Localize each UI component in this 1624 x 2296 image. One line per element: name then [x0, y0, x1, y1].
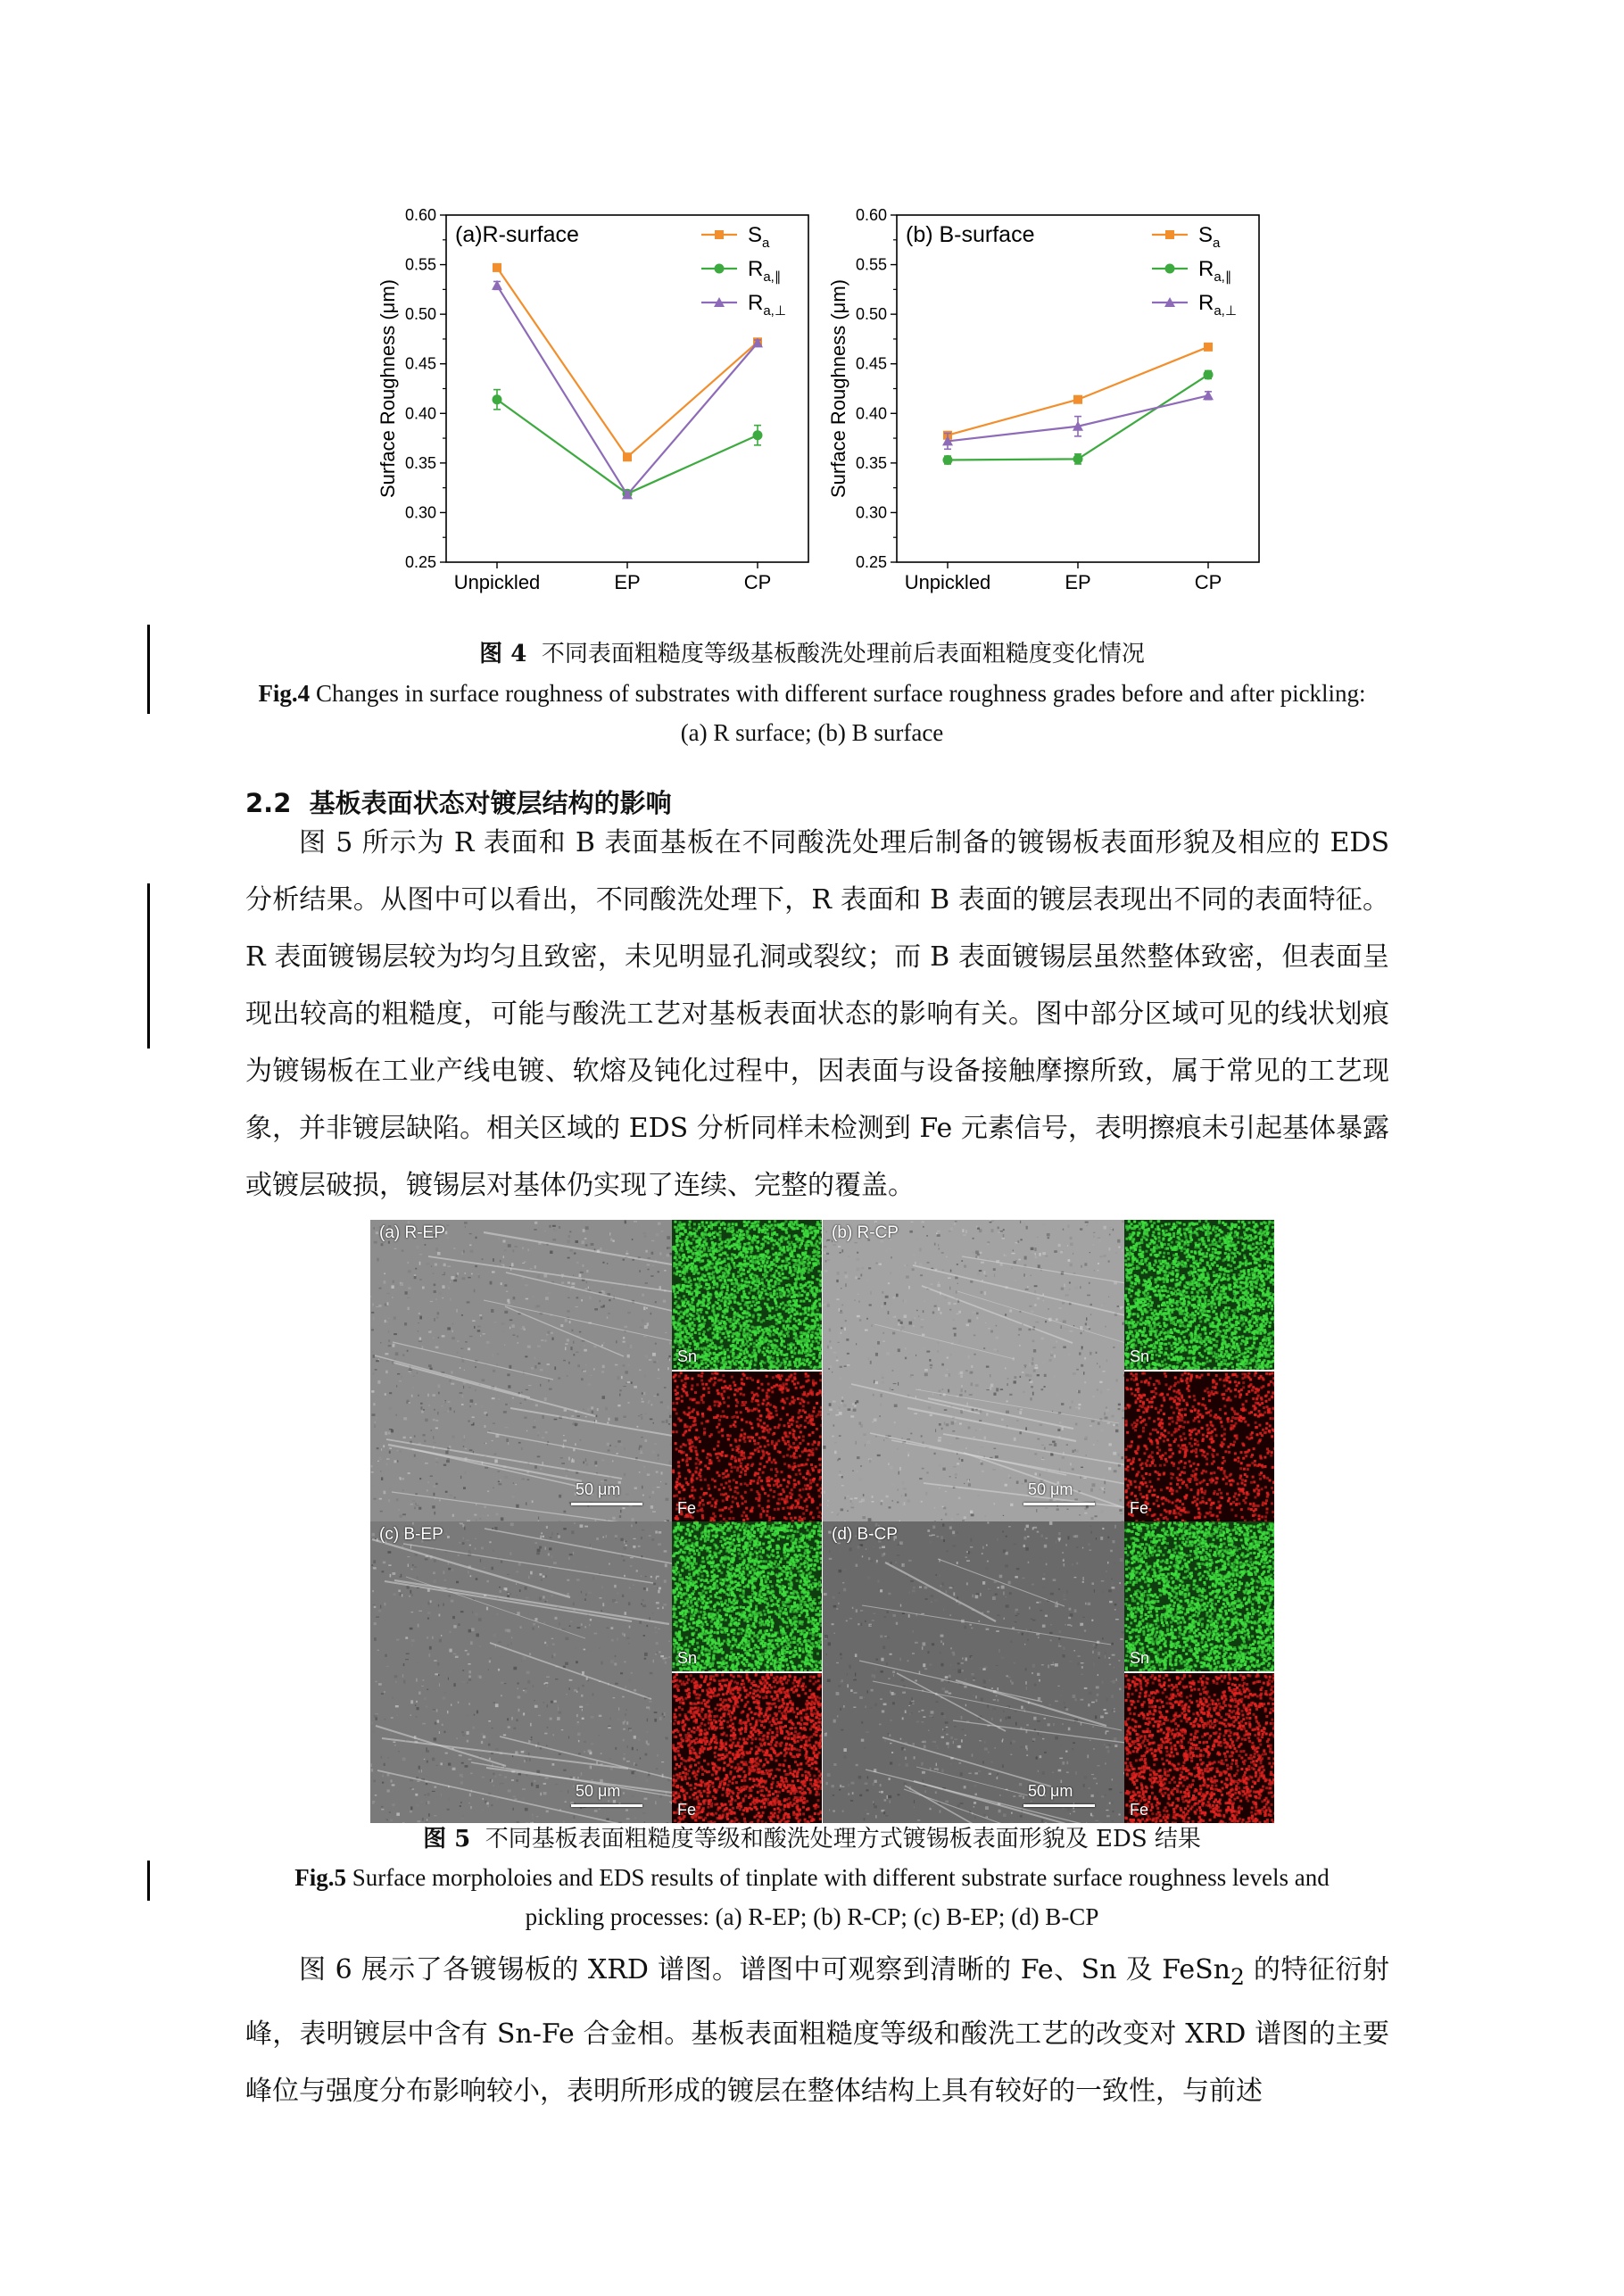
chart-r-surface-svg [375, 201, 839, 611]
chart-b-surface-svg [825, 201, 1289, 611]
paragraph-2 [245, 1942, 1389, 2120]
scale-bar [1023, 1503, 1095, 1505]
scale-bar [1023, 1804, 1095, 1807]
eds-map-fe-label: Fe [1130, 1499, 1148, 1518]
y-tick-label: 0.30 [405, 503, 436, 521]
eds-map-sn [1124, 1521, 1274, 1671]
data-point [1073, 395, 1082, 404]
fig5-caption-en-line2: pickling processes: (a) R-EP; (b) R-CP; (c) B-EP; (d) B-CP [526, 1903, 1099, 1930]
sem-image [823, 1521, 1124, 1823]
legend-entry: $R_{a,\perp}$ [1198, 291, 1237, 319]
x-tick-label: EP [614, 571, 640, 593]
sem-image [370, 1521, 672, 1823]
fig4-caption-en-line2: (a) R surface; (b) B surface [681, 719, 944, 746]
scale-bar [571, 1804, 642, 1807]
eds-map-sn-label: Sn [1130, 1649, 1149, 1668]
chart-b-surface [825, 201, 1289, 611]
y-tick-label: 0.55 [856, 256, 887, 274]
fig4-caption-zh-text: 不同表面粗糙度等级基板酸洗处理前后表面粗糙度变化情况 [542, 641, 1145, 667]
fig5-caption-zh [0, 1820, 1624, 1853]
data-point [1203, 390, 1214, 400]
y-tick-label: 0.60 [856, 206, 887, 224]
panel-title: (b) B-surface [906, 222, 1034, 247]
data-point [492, 280, 502, 290]
y-tick-label: 0.40 [856, 404, 887, 422]
eds-map-fe [1124, 1673, 1274, 1823]
y-tick-label: 0.35 [856, 454, 887, 472]
legend-marker [715, 230, 724, 239]
eds-map-fe-label: Fe [1130, 1801, 1148, 1819]
fig4-caption-en [0, 674, 1624, 752]
legend-marker [715, 264, 725, 274]
data-point [1204, 369, 1214, 379]
scale-bar [571, 1503, 642, 1505]
legend-entry: $S_a$ [1198, 223, 1221, 251]
fig4-caption-en-line1: Changes in surface roughness of substrates with different surface roughness grades before and after pickling: [316, 680, 1366, 707]
section-number: 2.2 [245, 788, 291, 818]
paragraph-2-part-b: 的特征衍射峰，表明镀层中含有 Sn-Fe 合金相。基板表面粗糙度等级和酸洗工艺的改变对 XRD 谱图的主要峰位与强度分布影响较小，表明所形成的镀层在整体结构上具有较好的一致性，与前述 [245, 1954, 1389, 2107]
data-point [623, 452, 632, 461]
section-title: 基板表面状态对镀层结构的影响 [310, 788, 672, 818]
eds-map-sn-label: Sn [1130, 1347, 1149, 1366]
scale-bar-label: 50 μm [1028, 1782, 1073, 1801]
legend-entry: $R_{a,\parallel}$ [1198, 257, 1231, 285]
eds-map-fe [672, 1673, 822, 1823]
y-tick-label: 0.45 [856, 355, 887, 373]
fig5-panel [823, 1220, 1274, 1521]
chart-r-surface [375, 201, 839, 611]
y-tick-label: 0.25 [856, 553, 887, 571]
series-line [497, 286, 758, 495]
data-point [493, 263, 501, 272]
eds-map-sn-label: Sn [677, 1649, 697, 1668]
fig5-caption-en [0, 1858, 1624, 1936]
legend-marker [1165, 264, 1175, 274]
data-point [1204, 343, 1213, 352]
legend-entry: $S_a$ [748, 223, 770, 251]
data-point [753, 430, 763, 440]
y-tick-label: 0.30 [856, 503, 887, 521]
y-tick-label: 0.50 [405, 305, 436, 323]
scale-bar-label: 50 μm [576, 1480, 620, 1499]
fig5-caption-en-line1: Surface morpholoies and EDS results of tinplate with different substrate surface roughness levels and [352, 1864, 1330, 1891]
x-tick-label: EP [1065, 571, 1090, 593]
sem-image [823, 1220, 1124, 1521]
eds-map-sn [672, 1521, 822, 1671]
x-tick-label: CP [744, 571, 772, 593]
sem-panel-label: (b) R-CP [832, 1223, 899, 1243]
sem-panel-label: (c) B-EP [379, 1525, 443, 1545]
eds-map-sn [1124, 1220, 1274, 1370]
data-point [943, 455, 953, 465]
revision-bar-para1 [147, 883, 150, 1049]
legend-entry: $R_{a,\perp}$ [748, 291, 786, 319]
fig4-caption-zh-label: 图 4 [479, 641, 526, 667]
fig5-panel [823, 1521, 1274, 1823]
fig5-panel [370, 1220, 822, 1521]
fig5-caption-zh-label: 图 5 [423, 1826, 470, 1853]
panel-title: (a)R-surface [455, 222, 579, 247]
data-point [493, 394, 502, 404]
fig4-caption-en-label: Fig.4 [258, 680, 310, 707]
fig5-caption-zh-text: 不同基板表面粗糙度等级和酸洗处理方式镀锡板表面形貌及 EDS 结果 [485, 1826, 1201, 1853]
y-tick-label: 0.25 [405, 553, 436, 571]
y-tick-label: 0.60 [405, 206, 436, 224]
x-tick-label: Unpickled [905, 571, 991, 593]
eds-map-fe [1124, 1372, 1274, 1521]
y-axis-label: Surface Roughness (μm) [377, 279, 399, 498]
eds-map-fe [672, 1372, 822, 1521]
eds-map-sn-label: Sn [677, 1347, 697, 1366]
y-tick-label: 0.40 [405, 404, 436, 422]
sem-panel-label: (d) B-CP [832, 1525, 898, 1545]
x-tick-label: Unpickled [454, 571, 541, 593]
legend-entry: $R_{a,\parallel}$ [748, 257, 781, 285]
paragraph-1: 图 5 所示为 R 表面和 B 表面基板在不同酸洗处理后制备的镀锡板表面形貌及相应的 EDS 分析结果。从图中可以看出，不同酸洗处理下，R 表面和 B 表面的镀层表现出不同的表面特征。R 表面镀锡层较为均匀且致密，未见明显孔洞或裂纹；而 B 表面镀锡层虽然整体致密，但表面呈现出较高的粗糙度，可能与酸洗工艺对基板表面状态的影响有关。图中部分区域可见的线状划痕为镀锡板在工业产线电镀、软熔及钝化过程中，因表面与设备接触摩擦所致，属于常见的工艺现象，并非镀层缺陷。相关区域的 EDS 分析同样未检测到 Fe 元素信号，表明擦痕未引起基体暴露或镀层破损，镀锡层对基体仍实现了连续、完整的覆盖。 [245, 815, 1389, 1214]
fig5-panel [370, 1521, 822, 1823]
fig5-caption-en-label: Fig.5 [294, 1864, 346, 1891]
legend-marker [1165, 230, 1174, 239]
scale-bar-label: 50 μm [1028, 1480, 1073, 1499]
y-tick-label: 0.45 [405, 355, 436, 373]
y-tick-label: 0.35 [405, 454, 436, 472]
data-point [1073, 454, 1083, 464]
fig4-caption-zh [0, 635, 1624, 668]
eds-map-fe-label: Fe [677, 1499, 696, 1518]
series-line [497, 400, 758, 494]
eds-map-fe-label: Fe [677, 1801, 696, 1819]
eds-map-sn [672, 1220, 822, 1370]
sem-image [370, 1220, 672, 1521]
y-tick-label: 0.55 [405, 256, 436, 274]
paragraph-2-subscript: 2 [1230, 1964, 1245, 1990]
sem-panel-label: (a) R-EP [379, 1223, 445, 1243]
x-tick-label: CP [1195, 571, 1222, 593]
y-tick-label: 0.50 [856, 305, 887, 323]
y-axis-label: Surface Roughness (μm) [827, 279, 849, 498]
scale-bar-label: 50 μm [576, 1782, 620, 1801]
paragraph-2-part-a: 图 6 展示了各镀锡板的 XRD 谱图。谱图中可观察到清晰的 Fe、Sn 及 FeSn [299, 1954, 1230, 1985]
